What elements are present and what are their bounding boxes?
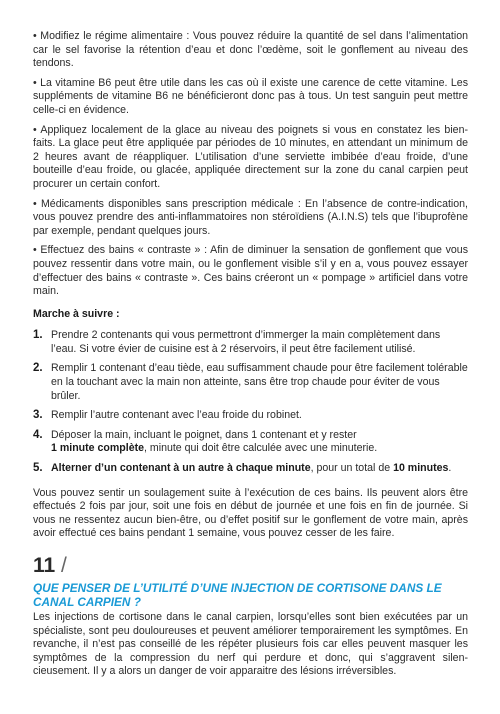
bullet-diet: • Modifiez le régime alimentaire : Vous pouvez réduire la quantité de sel dans l’alimentation car le sel favorise la rétention d’eau et donc l’œdème, soit le gonflement au niveau des tendons.	[33, 30, 468, 70]
step-text-part: .	[448, 462, 452, 475]
step-text: Remplir l’autre contenant avec l’eau froide du robinet.	[51, 409, 302, 422]
section-slash: /	[61, 554, 67, 577]
step-number: 4.	[33, 428, 43, 441]
step-number: 5.	[33, 462, 43, 475]
bullet-vitamin-b6: • La vitamine B6 peut être utile dans les cas où il existe une carence de cette vitamine. Les suppléments de vitamine B6 ne bénéficieront donc pas à tous. Un test sanguin peut mettre celle-ci en évidence.	[33, 76, 468, 116]
step-item	[33, 429, 468, 456]
step-emphasis: 1 minute complète	[51, 442, 145, 455]
step-item	[33, 329, 468, 356]
after-steps-paragraph: Vous pouvez sentir un soulagement suite à l’exécution de ces bains. Ils peuvent alors être effectués 2 fois par jour, soit une fois en début de journée et une fois en fin de journée. Si vous ne ressentez aucun bien-être, ou d’effet positif sur le gonflement de votre main, après avoir effectué ces bains pendant 1 semaine, vous pouvez cesser de les faire.	[33, 486, 468, 540]
step-emphasis: 10 minutes	[393, 462, 449, 475]
step-text: Prendre 2 contenants qui vous permettront d’immerger la main complètement dans l’eau. Si votre évier de cuisine est à 2 réservoirs, il peut être facilement utilisé.	[51, 329, 441, 355]
step-text	[51, 462, 468, 476]
section-body: Les injections de cortisone dans le canal carpien, lorsqu’elles sont bien exécutées par un spécialiste, sont peu douloureuses et peuvent améliorer temporairement les symptômes. En revanche, il n’est pas conseillé de les répéter plusieurs fois car elles peuvent masquer les symptômes de la compression du nerf qui perdure et donc, qui s’aggravent silen-cieusement. Il y a alors un danger de voir apparaitre des lésions irréversibles.	[33, 611, 468, 678]
section-title: QUE PENSER DE L’UTILITÉ D’UNE INJECTION DE CORTISONE DANS LE CANAL CARPIEN ?	[33, 581, 442, 609]
step-emphasis: Alterner d’un contenant à un autre à chaque minute	[51, 462, 311, 475]
step-number: 3.	[33, 409, 43, 422]
step-text-part: Déposer la main, incluant le poignet, dans 1 contenant et y rester	[51, 428, 357, 441]
step-number: 1.	[33, 329, 43, 342]
step-text: Remplir 1 contenant d’eau tiède, eau suffisamment chaude pour être facilement tolérable en la touchant avec la main non atteinte, sans être trop chaude pour éviter de vous brûler.	[51, 362, 468, 402]
step-text	[51, 429, 468, 456]
step-item	[33, 362, 468, 403]
section-number	[33, 555, 468, 577]
step-text-part: , pour un total de	[310, 462, 394, 475]
section-number-value: 11	[33, 554, 56, 577]
bullet-medication: • Médicaments disponibles sans prescription médicale : En l’absence de contre-indication, vous pouvez prendre des anti-inflammatoires non stéroïdiens (A.I.N.S) tels que l’ibuprofène par exemple, pendant quelques jours.	[33, 197, 468, 237]
step-item	[33, 462, 468, 476]
step-item	[33, 409, 468, 423]
steps-heading: Marche à suivre :	[33, 307, 120, 320]
step-number: 2.	[33, 362, 43, 375]
steps-list	[33, 329, 468, 475]
step-text-part: , minute qui doit être calculée avec une minuterie.	[144, 442, 378, 455]
bullet-ice: • Appliquez localement de la glace au niveau des poignets si vous en constatez les bien-faits. La glace peut être appliquée par périodes de 10 minutes, en attendant un minimum de 2 heures avant de réappliquer. L’utilisation d’une serviette imbibée d’eau froide, d’une bouteille d’eau froide, ou glacée, appliquée directement sur la zone du canal carpien peut procurer un certain confort.	[33, 123, 468, 190]
bullet-contrast-baths: • Effectuez des bains « contraste » : Afin de diminuer la sensation de gonflement que vous pouvez ressentir dans votre main, ou le gonflement visible s’il y en a, vous pouvez essayer d’effectuer des bains « contraste ». Ces bains créeront un « pompage » artificiel dans votre main.	[33, 244, 468, 298]
